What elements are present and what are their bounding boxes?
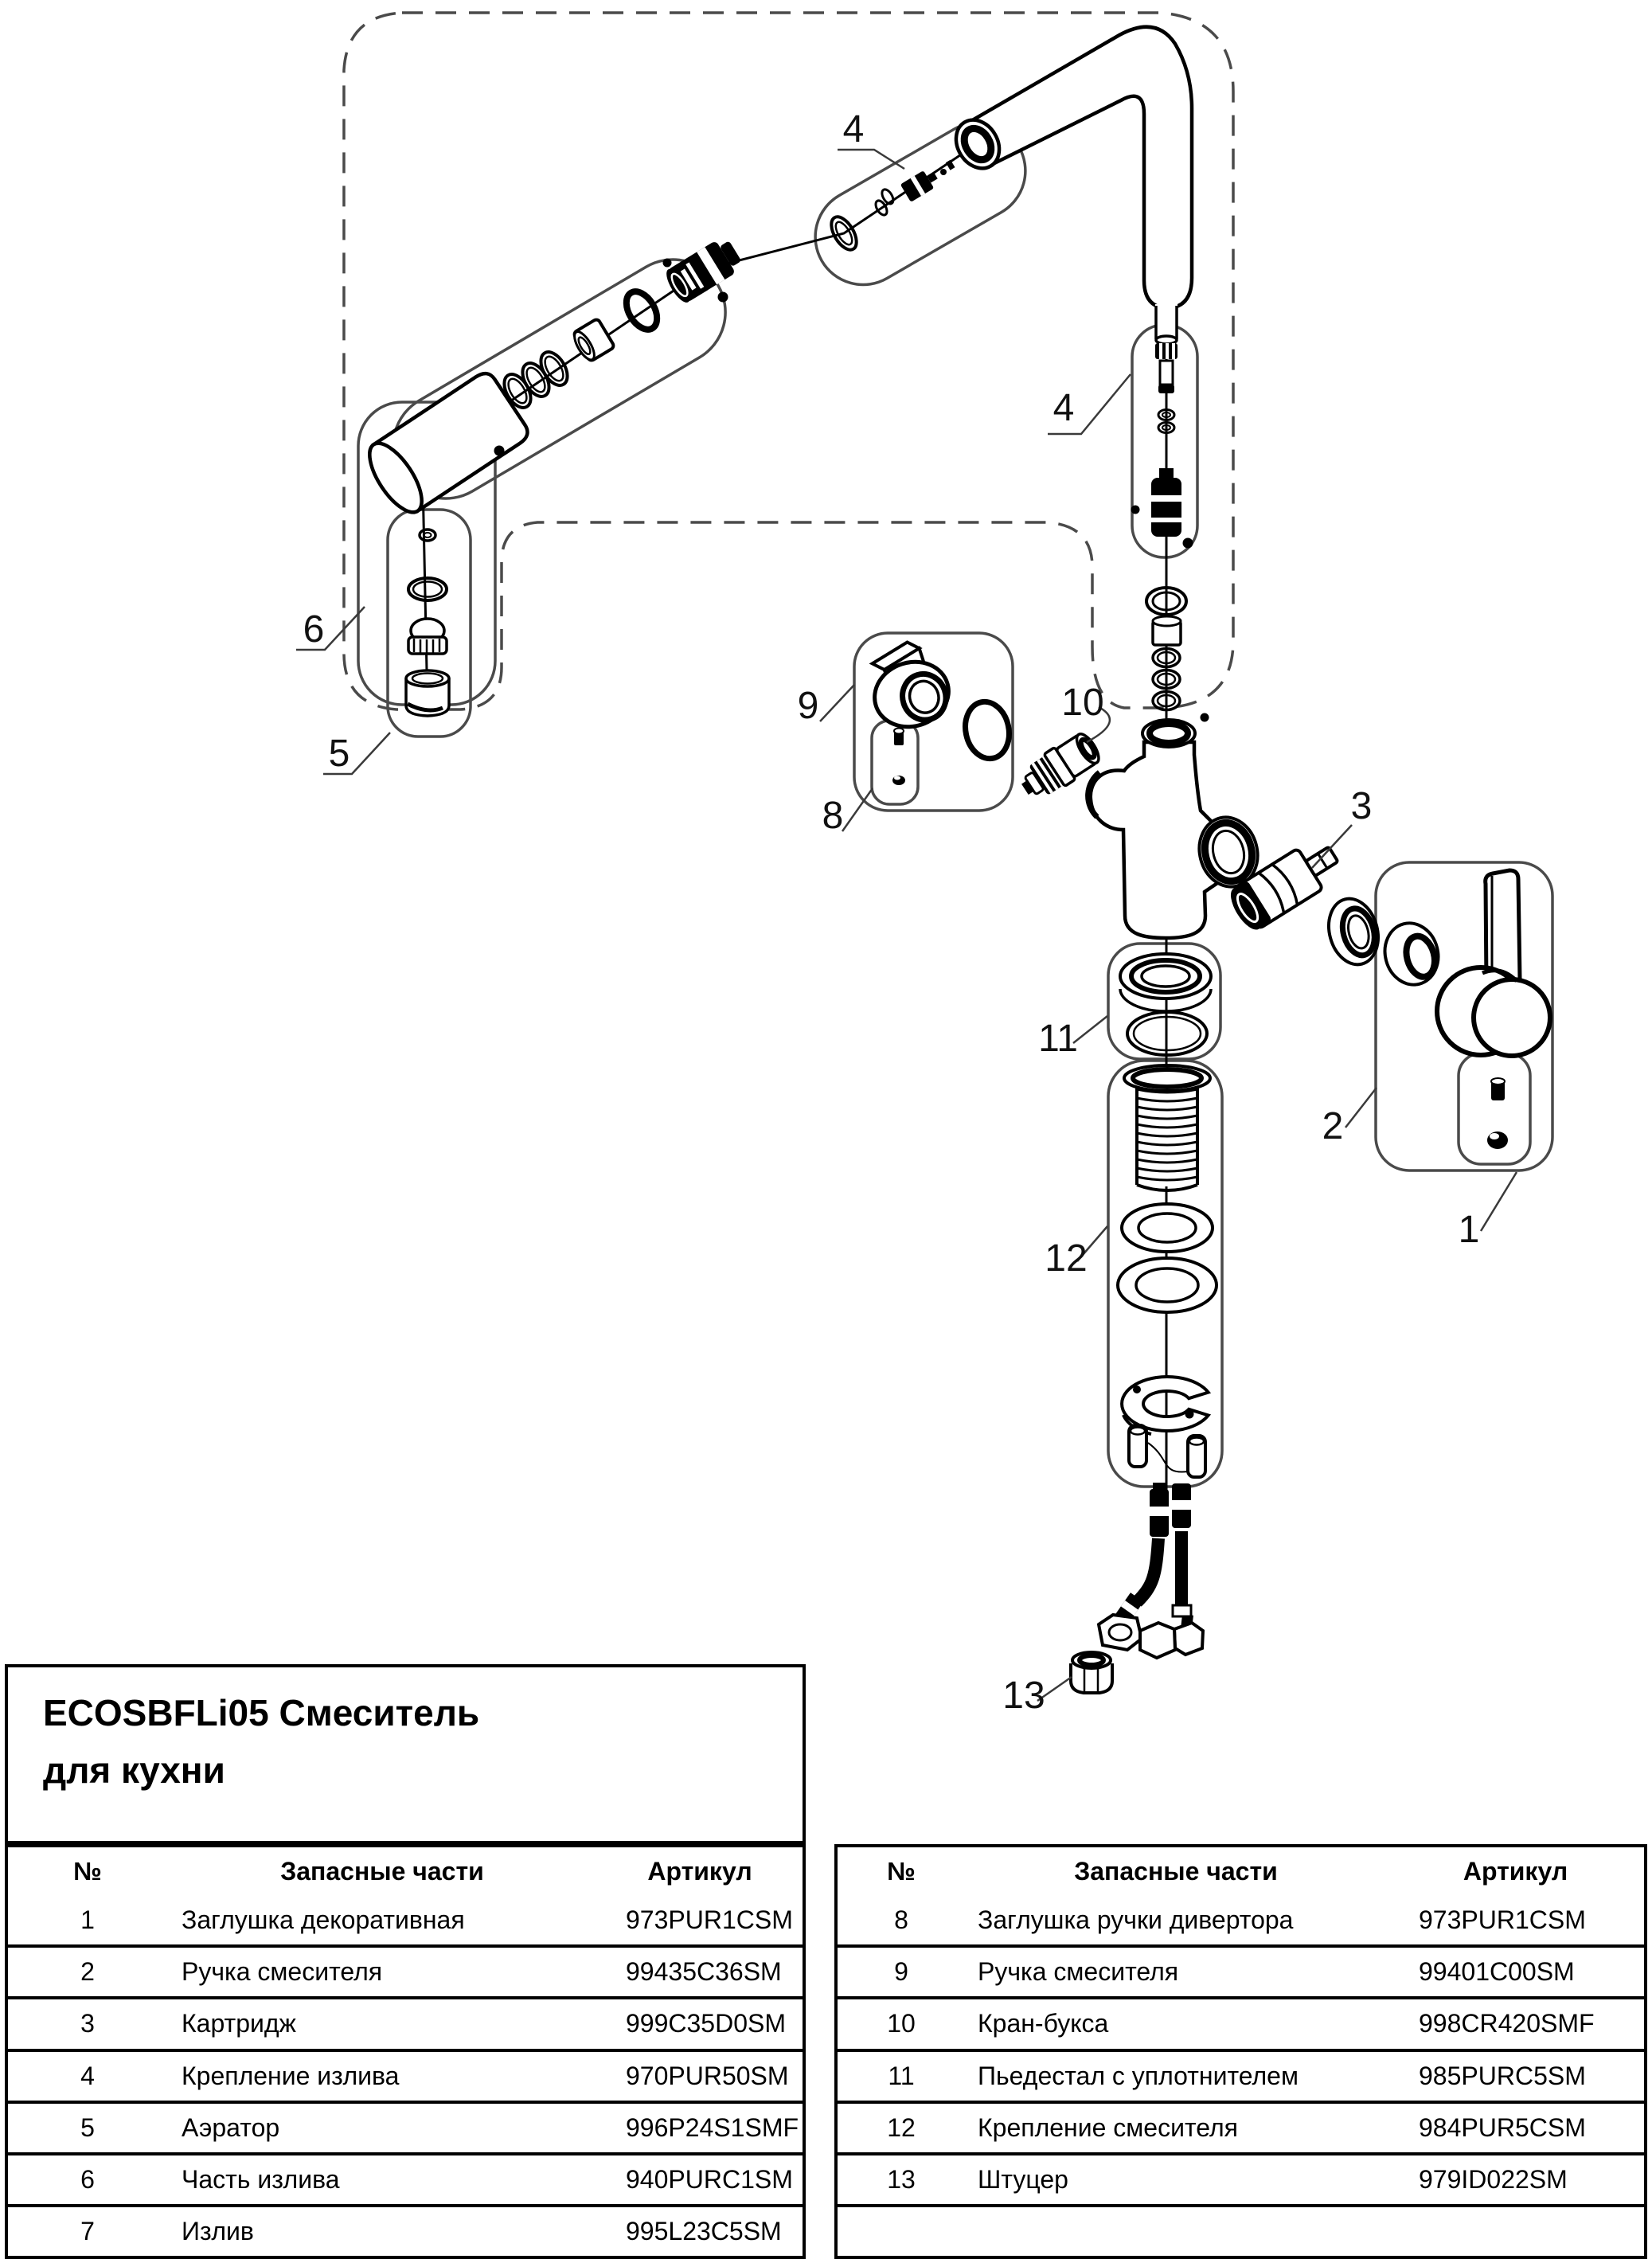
table-row bbox=[8, 1896, 803, 1944]
callout-labels bbox=[303, 108, 1480, 1717]
callout-2: 2 bbox=[1322, 1105, 1344, 1147]
header-name: Запасные части bbox=[280, 1857, 484, 1886]
table-cell-num: 10 bbox=[887, 2009, 916, 2038]
hose-fitting-b bbox=[1172, 1483, 1191, 1528]
hose-nut-left bbox=[1099, 1615, 1142, 1650]
table-cell-sku: 998CR420SMF bbox=[1419, 2009, 1595, 2038]
table-cell-sku: 99401C00SM bbox=[1419, 1957, 1575, 1987]
table-cell-name bbox=[965, 2207, 1387, 2256]
dashed-boundary bbox=[344, 13, 1233, 709]
table-row bbox=[838, 2204, 1644, 2256]
table-row bbox=[8, 1996, 803, 2048]
table-row bbox=[8, 2204, 803, 2256]
table-header-row bbox=[838, 1847, 1644, 1896]
product-code-title: ECOSBFLi05 Смеситель bbox=[43, 1692, 480, 1733]
leader-8 bbox=[842, 788, 873, 831]
callout-13: 13 bbox=[1002, 1675, 1045, 1717]
table-row bbox=[838, 2152, 1644, 2204]
part-decor-plug-screw bbox=[1487, 1078, 1508, 1149]
header-num: № bbox=[73, 1857, 102, 1886]
table-cell-name: Штуцер bbox=[978, 2164, 1068, 2194]
part-aerator-stack bbox=[406, 530, 449, 716]
leader-2 bbox=[1345, 1088, 1377, 1128]
table-cell-num: 8 bbox=[894, 1905, 908, 1935]
callout-6: 6 bbox=[303, 608, 325, 651]
part-union-fitting bbox=[1071, 1652, 1112, 1693]
leader-9 bbox=[820, 685, 854, 721]
header-name: Запасные части bbox=[1074, 1857, 1278, 1886]
table-header-row bbox=[8, 1847, 803, 1896]
table-row bbox=[8, 2049, 803, 2101]
part-divertor-handle bbox=[861, 635, 958, 737]
table-cell-num: 5 bbox=[80, 2112, 95, 2142]
part-quick-connector bbox=[662, 235, 745, 307]
header-sku: Артикул bbox=[1463, 1857, 1568, 1886]
part-spout-big-oring bbox=[620, 286, 663, 334]
table-cell-sku bbox=[1387, 2207, 1644, 2256]
table-cell-name: Ручка смесителя bbox=[978, 1957, 1179, 1987]
part-hoses bbox=[1099, 1483, 1203, 1658]
table-cell-sku: 940PURC1SM bbox=[626, 2164, 793, 2194]
product-title-line2: для кухни bbox=[43, 1749, 225, 1791]
table-cell-sku: 99435C36SM bbox=[626, 1957, 782, 1987]
table-cell-num: 7 bbox=[80, 2216, 95, 2245]
table-row bbox=[8, 1944, 803, 1996]
callout-3: 3 bbox=[1350, 785, 1373, 827]
table-cell-num: 4 bbox=[80, 2061, 95, 2090]
table-cell-num: 13 bbox=[887, 2164, 916, 2194]
title-block bbox=[5, 1664, 806, 1844]
table-cell-sku: 996P24S1SMF bbox=[626, 2112, 799, 2142]
part-slip-cylinder bbox=[1153, 616, 1181, 645]
leader-11 bbox=[1073, 1016, 1107, 1043]
part-decor-ring bbox=[1378, 917, 1445, 991]
part-mixer-handle bbox=[1437, 870, 1550, 1056]
table-cell-name: Излив bbox=[182, 2216, 254, 2245]
table-cell-num: 2 bbox=[80, 1957, 95, 1987]
callout-1: 1 bbox=[1458, 1209, 1480, 1251]
parts-table-right bbox=[834, 1844, 1647, 2259]
table-cell-num: 6 bbox=[80, 2164, 95, 2194]
parts-table-left bbox=[5, 1844, 806, 2259]
table-cell-num: 12 bbox=[887, 2112, 916, 2142]
callout-4-top: 4 bbox=[842, 108, 865, 150]
table-cell-name: Часть излива bbox=[182, 2164, 340, 2194]
table-cell-num bbox=[838, 2207, 965, 2256]
callout-12: 12 bbox=[1045, 1237, 1088, 1280]
table-row bbox=[838, 1996, 1644, 2048]
table-cell-sku: 973PUR1CSM bbox=[1419, 1905, 1586, 1935]
callout-10: 10 bbox=[1061, 682, 1104, 724]
table-cell-sku: 984PUR5CSM bbox=[1419, 2112, 1586, 2142]
table-cell-sku: 973PUR1CSM bbox=[626, 1905, 793, 1935]
mount-bolt-2 bbox=[1188, 1436, 1205, 1477]
part-divertor-oring bbox=[960, 698, 1014, 763]
mount-bolt-1 bbox=[1129, 1425, 1146, 1467]
table-row bbox=[8, 2101, 803, 2152]
table-cell-name: Крепление смесителя bbox=[978, 2112, 1238, 2142]
table-cell-name: Заглушка ручки дивертора bbox=[978, 1905, 1294, 1935]
table-cell-sku: 979ID022SM bbox=[1419, 2164, 1568, 2194]
insert-boxes bbox=[358, 106, 1552, 1487]
table-cell-name: Пьедестал с уплотнителем bbox=[978, 2061, 1299, 2090]
knurled-ring bbox=[1155, 343, 1177, 359]
table-cell-num: 3 bbox=[80, 2009, 95, 2038]
callout-4-right: 4 bbox=[1053, 387, 1075, 429]
part-aerator-insert bbox=[408, 619, 447, 654]
table-cell-sku: 985PURC5SM bbox=[1419, 2061, 1586, 2090]
leader-1 bbox=[1481, 1172, 1517, 1231]
part-aerator-housing bbox=[406, 670, 449, 716]
table-row bbox=[838, 1896, 1644, 1944]
table-cell-name: Заглушка декоративная bbox=[182, 1905, 465, 1935]
table-cell-num: 9 bbox=[894, 1957, 908, 1987]
callout-11: 11 bbox=[1038, 1018, 1078, 1060]
table-cell-sku: 995L23C5SM bbox=[626, 2216, 782, 2245]
table-cell-name: Аэратор bbox=[182, 2112, 280, 2142]
table-cell-num: 11 bbox=[888, 2061, 915, 2090]
table-cell-num: 1 bbox=[80, 1905, 95, 1935]
table-row bbox=[838, 2049, 1644, 2101]
table-row bbox=[838, 2101, 1644, 2152]
dark-fitting bbox=[1151, 468, 1181, 537]
header-sku: Артикул bbox=[647, 1857, 752, 1886]
table-cell-name: Кран-букса bbox=[978, 2009, 1109, 2038]
callout-5: 5 bbox=[328, 733, 350, 775]
callout-9: 9 bbox=[797, 685, 819, 727]
callout-8: 8 bbox=[822, 795, 844, 837]
table-row bbox=[8, 2152, 803, 2204]
hose-nut-right bbox=[1174, 1623, 1203, 1655]
hose-fitting-a bbox=[1150, 1483, 1169, 1537]
header-num: № bbox=[887, 1857, 916, 1886]
part-divertor-plug-screw bbox=[892, 729, 905, 786]
hose-nut-center bbox=[1140, 1623, 1175, 1658]
table-cell-sku: 970PUR50SM bbox=[626, 2061, 789, 2090]
table-cell-name: Картридж bbox=[182, 2009, 296, 2038]
detail-dots bbox=[494, 169, 1209, 722]
part-spout bbox=[947, 27, 1192, 344]
table-cell-name: Ручка смесителя bbox=[182, 1957, 383, 1987]
table-cell-sku: 999C35D0SM bbox=[626, 2009, 786, 2038]
part-mounting-set bbox=[1118, 1065, 1217, 1477]
table-row bbox=[838, 1944, 1644, 1996]
leader-4-top bbox=[838, 150, 904, 169]
table-cell-name: Крепление излива bbox=[182, 2061, 400, 2090]
